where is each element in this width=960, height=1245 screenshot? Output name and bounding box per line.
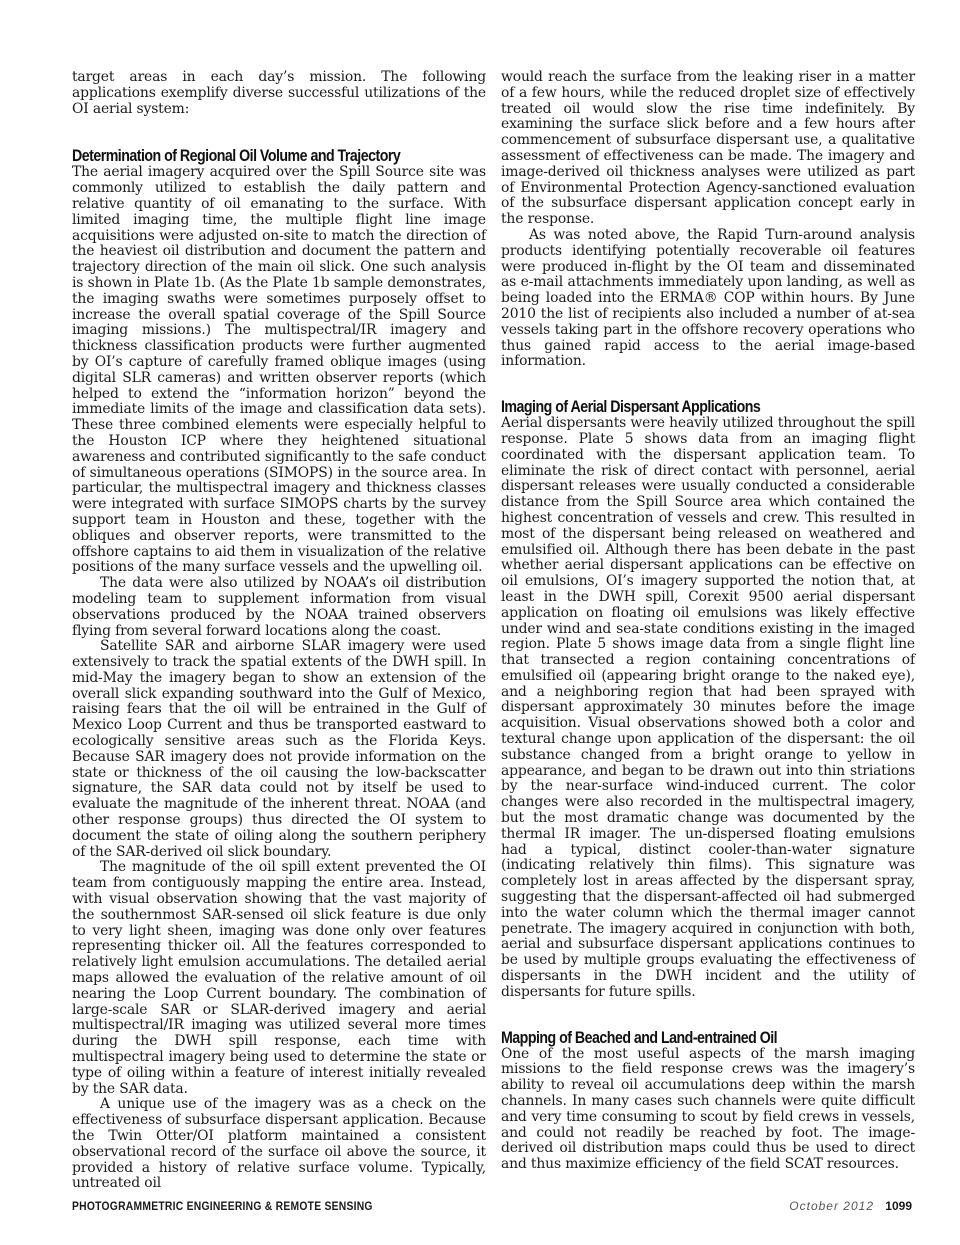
paragraph: A unique use of the imagery was as a check on the effectiveness of subsurface dispersant application. Because the Twin Otter/OI platform maintained a consistent observational record of the surface oil above the source, it provided a history of relative surface volume. Typically, untreated oil	[72, 1096, 486, 1192]
paragraph: would reach the surface from the leaking riser in a matter of a few hours, while the reduced droplet size of effectively treated oil would slow the rise time indefinitely. By examining the surface slick before and a few hours after commencement of subsurface dispersant use, a qualitative assessment of effectiveness can be made. The imagery and image-derived oil thickness analyses were utilized as part of Environmental Protection Agency-sanctioned evaluation of the subsurface dispersant application concept early in the response.	[501, 69, 915, 228]
section-heading: Determination of Regional Oil Volume and Trajectory	[72, 147, 401, 166]
page-number: 1099	[885, 1199, 912, 1213]
section-heading: Mapping of Beached and Land-entrained Oil	[501, 1028, 778, 1047]
paragraph: Aerial dispersants were heavily utilized throughout the spill response. Plate 5 shows data from an imaging flight coordinated with the dispersant application team. To eliminate the risk of direct contact with personnel, aerial dispersant releases were usually conducted a considerable distance from the Spill Source area which contained the highest concentration of vessels and crew. This resulted in most of the dispersant being released on weathered and emulsified oil. Although there has been debate in the past whether aerial dispersant applications can be effective on oil emulsions, OI’s imagery supported the notion that, at least in the DWH spill, Corexit 9500 aerial dispersant application on floating oil emulsions was likely effective under wind and sea-state conditions existing in the imaged region. Plate 5 shows image data from a single flight line that transected a region containing concentrations of emulsified oil (appearing bright orange to the naked eye), and a neighboring region that had been sprayed with dispersant approximately 30 minutes before the image acquisition. Visual observations showed both a color and textural change upon application of the dispersant: the oil substance changed from a bright orange to yellow in appearance, and began to be drawn out into thin striations by the near-surface wind-induced current. The color changes were also recorded in the multispectral imagery, but the most dramatic change was documented by the thermal IR imager. The un-dispersed floating emulsions had a typical, distinct cooler-than-water signature (indicating relatively thin films). This signature was completely lost in areas affected by the dispersant spray, suggesting that the dispersant-affected oil had submerged into the water column which the thermal imager cannot penetrate. The imagery acquired in conjunction with both, aerial and subsurface dispersant applications continues to be used by multiple groups evaluating the effectiveness of dispersants in the DWH incident and the utility of dispersants for future spills.	[501, 415, 915, 1000]
paragraph: Satellite SAR and airborne SLAR imagery were used extensively to track the spatial extents of the DWH spill. In mid-May the imagery began to show an extension of the overall slick expanding southward into the Gulf of Mexico, raising fears that the oil will be entrained in the Gulf of Mexico Loop Current and thus be transported eastward to ecologically sensitive areas such as the Florida Keys. Because SAR imagery does not provide information on the state or thickness of the oil causing the low-backscatter signature, the SAR data could not by itself be used to evaluate the magnitude of the inherent threat. NOAA (and other response groups) thus directed the OI system to document the state of oiling along the southern periphery of the SAR-derived oil slick boundary.	[72, 638, 486, 860]
paragraph: The aerial imagery acquired over the Spill Source site was commonly utilized to establish the daily pattern and relative quantity of oil emanating to the surface. With limited imaging time, the multiple flight line image acquisitions were adjusted on-site to match the direction of the heaviest oil distribution and document the pattern and trajectory direction of the main oil slick. One such analysis is shown in Plate 1b. (As the Plate 1b sample demonstrates, the imaging swaths were sometimes purposely offset to increase the overall spatial coverage of the Spill Source imaging missions.) The multispectral/IR imagery and thickness classification products were further augmented by OI’s capture of carefully framed oblique images (using digital SLR cameras) and written observer reports (which helped to extend the “information horizon” beyond the immediate limits of the image and classification data sets). These three combined elements were especially helpful to the Houston ICP where they heightened situational awareness and contributed significantly to the safe conduct of simultaneous operations (SIMOPS) in the source area. In particular, the multispectral imagery and thickness classes were integrated with surface SIMOPS charts by the survey support team in Houston and these, together with the obliques and observer reports, were transmitted to the offshore captains to aid them in visualization of the relative positions of the many surface vessels and the upwelling oil.	[72, 164, 486, 576]
right-column	[501, 70, 915, 1173]
paragraph: The data were also utilized by NOAA’s oil distribution modeling team to supplement information from visual observations produced by the NOAA trained observers flying from several forward locations along the coast.	[72, 575, 486, 639]
section-heading: Imaging of Aerial Dispersant Applications	[501, 398, 761, 417]
left-column	[72, 70, 486, 1192]
paragraph: target areas in each day’s mission. The following applications exemplify diverse successful utilizations of the OI aerial system:	[72, 69, 486, 117]
paragraph: As was noted above, the Rapid Turn-around analysis products identifying potentially recoverable oil features were produced in-flight by the OI team and disseminated as e-mail attachments immediately upon landing, as well as being loaded into the ERMA® COP within hours. By June 2010 the list of recipients also included a number of at-sea vessels taking part in the offshore recovery operations who thus gained rapid access to the aerial image-based information.	[501, 226, 915, 370]
page-footer	[72, 1199, 912, 1215]
paragraph: One of the most useful aspects of the marsh imaging missions to the field response crews was the imagery’s ability to reveal oil accumulations deep within the marsh channels. In many cases such channels were quite difficult and very time consuming to scout by field crews in vessels, and could not readily be reached by foot. The image-derived oil distribution maps could thus be used to direct and thus maximize efficiency of the field SCAT resources.	[501, 1045, 915, 1173]
journal-name: PHOTOGRAMMETRIC ENGINEERING & REMOTE SENSING	[72, 1199, 373, 1213]
issue-date: October 2012	[789, 1199, 874, 1213]
paragraph: The magnitude of the oil spill extent prevented the OI team from contiguously mapping the entire area. Instead, with visual observation showing that the vast majority of the southernmost SAR-sensed oil slick feature is due only to very light sheen, imaging was done only over features representing thicker oil. All the features corresponded to relatively light emulsion accumulations. The detailed aerial maps allowed the evaluation of the relative amount of oil nearing the Loop Current boundary. The combination of large-scale SAR or SLAR-derived imagery and aerial multispectral/IR imaging was utilized several more times during the DWH spill response, each time with multispectral imagery being used to determine the state or type of oiling within a feature of interest initially revealed by the SAR data.	[72, 859, 486, 1097]
